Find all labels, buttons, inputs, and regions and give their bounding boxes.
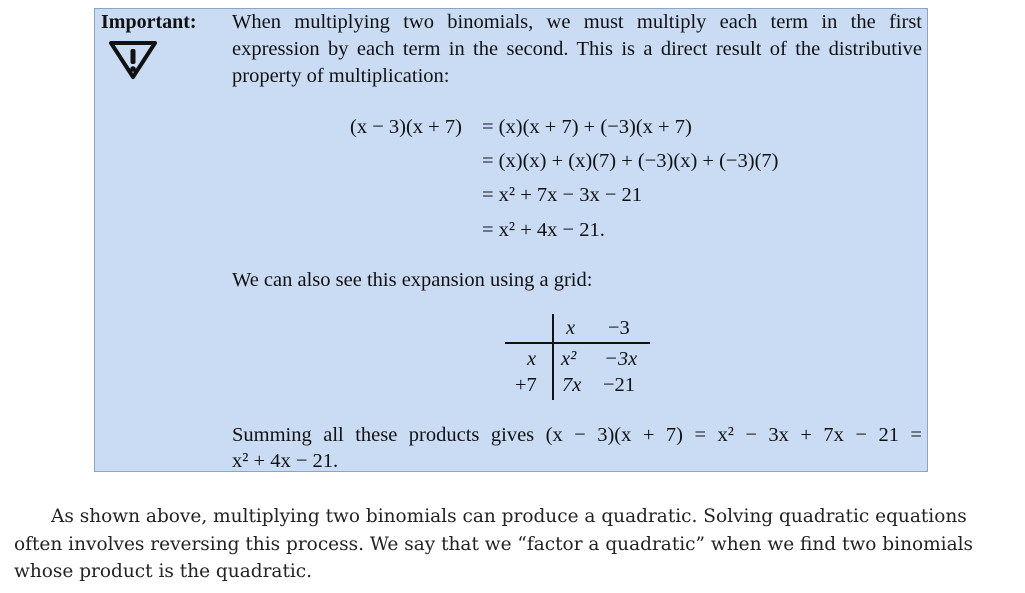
callout-heading: Important: <box>101 11 197 33</box>
summary-text <box>232 422 922 474</box>
grid-row-header: +7 <box>515 374 537 396</box>
grid-col-header: x <box>566 317 576 339</box>
grid-cell: x² <box>561 348 577 370</box>
grid-cell: −21 <box>603 374 636 396</box>
grid-row-header: x <box>527 348 537 370</box>
equation-lhs: (x − 3)(x + 7) <box>350 116 462 138</box>
equation-line-1: = (x)(x + 7) + (−3)(x + 7) <box>482 116 692 138</box>
summary-line-2: x² + 4x − 21. <box>232 450 339 472</box>
grid-cell: 7x <box>562 374 582 396</box>
body-paragraph <box>14 503 1010 586</box>
grid-col-header: −3 <box>608 317 630 339</box>
summary-line-1: Summing all these products gives (x − 3)(x + 7) = x² − 3x + 7x − 21 = <box>232 424 922 446</box>
equation-line-3: = x² + 7x − 3x − 21 <box>482 184 643 206</box>
warning-triangle-icon <box>105 40 161 80</box>
grid-horizontal-rule <box>505 342 650 344</box>
callout-intro-text: When multiplying two binomials, we must multiply each term in the first expression by each term in the second. This is a direct result of the distributive property of multiplication: <box>232 11 922 87</box>
grid-intro-text: We can also see this expansion using a grid: <box>232 269 593 291</box>
grid-vertical-rule <box>552 314 554 400</box>
equation-line-4: = x² + 4x − 21. <box>482 219 605 241</box>
important-callout <box>94 8 928 472</box>
grid-cell: −3x <box>604 348 638 370</box>
equation-line-2: = (x)(x) + (x)(7) + (−3)(x) + (−3)(7) <box>482 150 779 172</box>
body-paragraph-text: As shown above, multiplying two binomials can produce a quadratic. Solving quadratic equations often involves reversing this process. We say that we “factor a quadratic” when we find two binomials whose product is the quadratic. <box>14 506 974 582</box>
